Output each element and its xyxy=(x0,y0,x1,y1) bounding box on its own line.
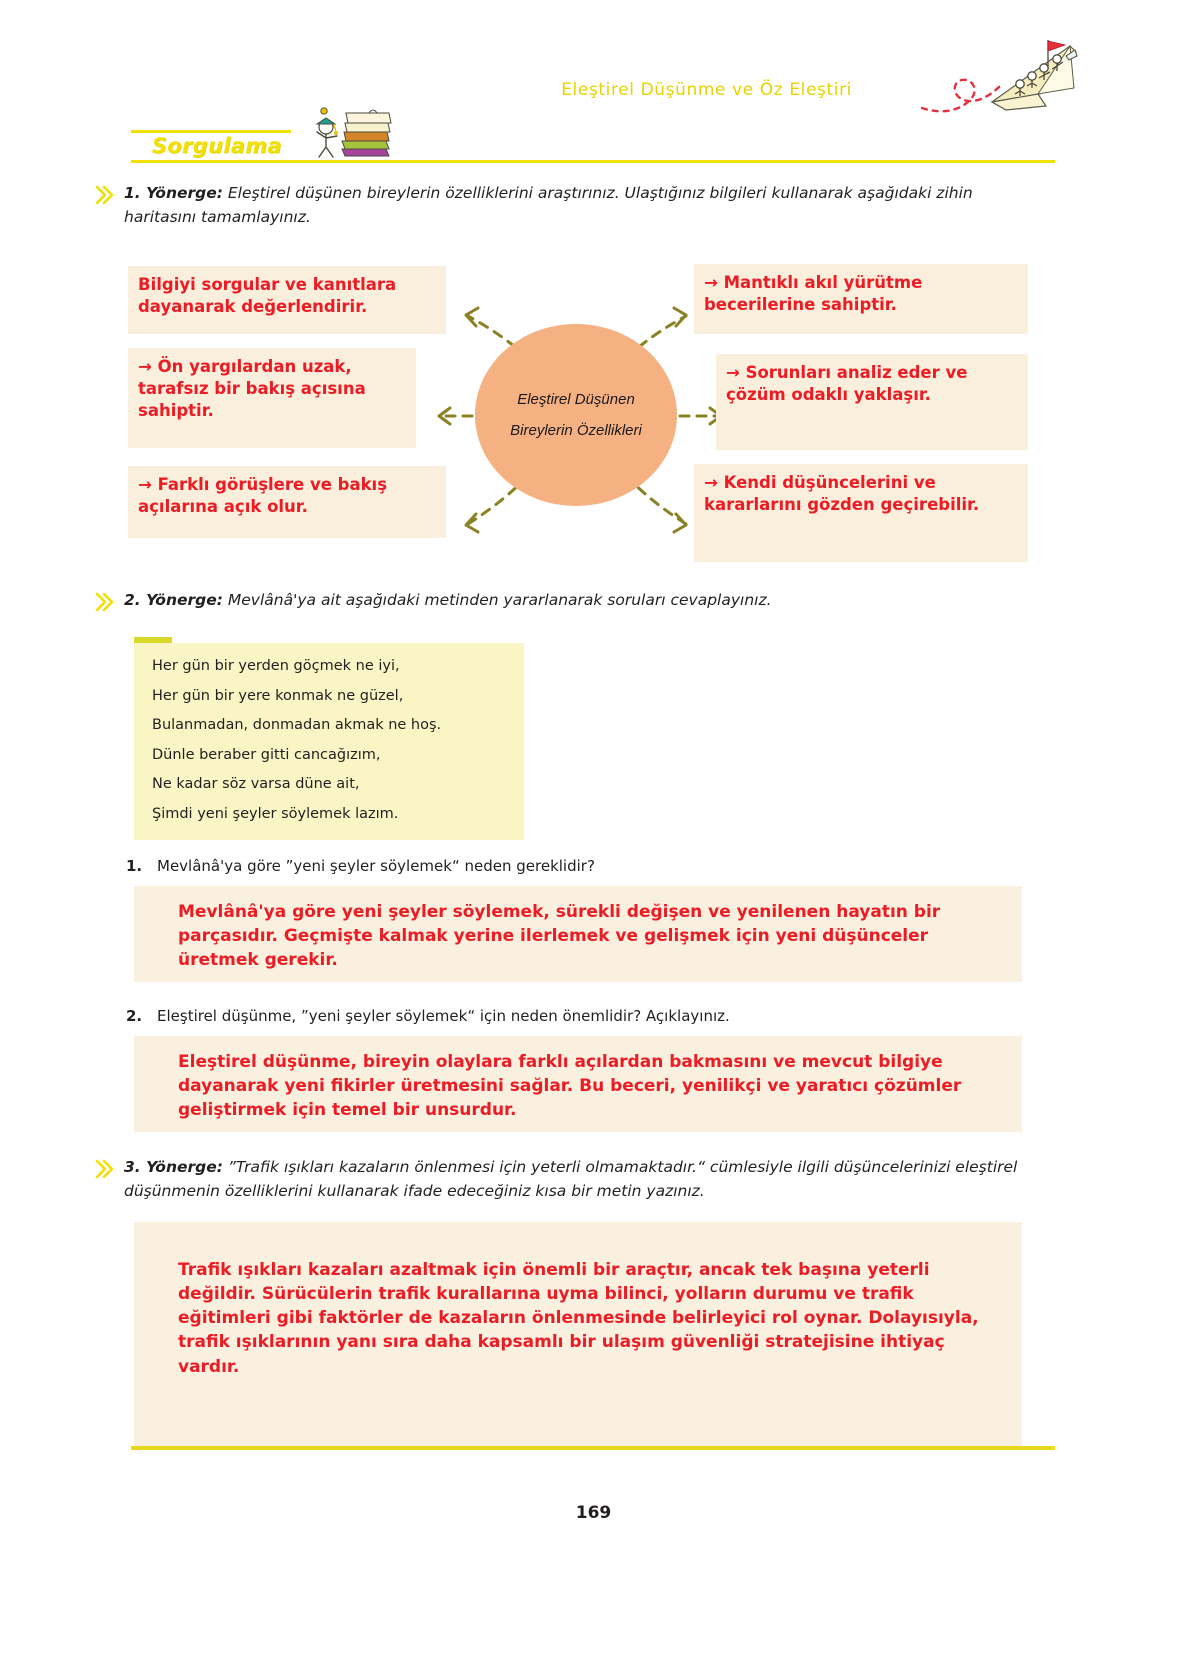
question-2-row xyxy=(126,1007,730,1025)
instruction-3-body: ”Trafik ışıkları kazaların önlenmesi için yeterli olmamaktadır.“ cümlesiyle ilgili düşüncelerinizi eleştirel düşünmenin özelliklerini kullanarak ifade edeceğiniz kısa bir metin yazınız. xyxy=(124,1158,1018,1201)
mindmap-box-right-3 xyxy=(694,464,1028,562)
instruction-3-text xyxy=(124,1155,1042,1203)
question-2-text: Eleştirel düşünme, ”yeni şeyler söylemek“ için neden önemlidir? Açıklayınız. xyxy=(157,1007,730,1025)
answer-3-text: Trafik ışıkları kazaları azaltmak için önemli bir araçtır, ancak tek başına yeterli değildir. Sürücülerin trafik kurallarına uyma bilinci, yolların durumu ve trafik eğitimleri gibi faktörler de kazaların önlenmesinde belirleyici rol oynar. Dolayısıyla, trafik ışıklarının yanı sıra daha kapsamlı bir ulaşım güvenliği stratejisine ihtiyaç vardır. xyxy=(178,1260,979,1377)
mindmap-box-left-2-text: → Ön yargılardan uzak, tarafsız bir bakış açısına sahiptir. xyxy=(138,357,366,421)
mindmap-box-right-2-text: → Sorunları analiz eder ve çözüm odaklı yaklaşır. xyxy=(726,363,968,405)
poem-box xyxy=(134,643,524,840)
page-number: 169 xyxy=(575,1503,612,1523)
poem-line: Şimdi yeni şeyler söylemek lazım. xyxy=(152,805,399,822)
question-1-row xyxy=(126,857,595,875)
page-header xyxy=(0,0,1187,170)
mindmap-box-left-1-text: Bilgiyi sorgular ve kanıtlara dayanarak değerlendirir. xyxy=(138,275,397,317)
poem-line: Ne kadar söz varsa düne ait, xyxy=(152,776,360,792)
mindmap-box-left-1 xyxy=(128,266,446,334)
section-label: Sorgulama xyxy=(152,134,283,158)
instruction-2-label: 2. Yönerge: xyxy=(124,591,223,609)
paper-airplane-with-people-icon xyxy=(920,28,1080,120)
sorgulama-top-rule xyxy=(131,130,291,133)
double-chevron-icon xyxy=(92,182,118,208)
mindmap-center-line-1: Eleştirel Düşünen xyxy=(517,391,635,408)
mindmap-box-right-1-text: → Mantıklı akıl yürütme becerilerine sahiptir. xyxy=(704,273,923,315)
poem-line: Bulanmadan, donmadan akmak ne hoş. xyxy=(152,717,442,733)
mindmap-box-left-3-text: → Farklı görüşlere ve bakış açılarına açık olur. xyxy=(138,475,388,517)
double-chevron-icon xyxy=(92,1156,118,1182)
instruction-1-label: 1. Yönerge: xyxy=(124,184,223,202)
question-1-text: Mevlânâ'ya göre ”yeni şeyler söylemek“ neden gereklidir? xyxy=(157,857,595,875)
sorgulama-bottom-rule xyxy=(131,160,1055,163)
instruction-2-text xyxy=(124,588,772,612)
answer-1-text: Mevlânâ'ya göre yeni şeyler söylemek, sürekli değişen ve yenilenen hayatın bir parçasıdır. Geçmişte kalmak yerine ilerlemek ve gelişmek için yeni düşünceler üretmek gerekir. xyxy=(178,902,941,971)
instruction-1-body: Eleştirel düşünen bireylerin özelliklerini araştırınız. Ulaştığınız bilgileri kullanarak aşağıdaki zihin haritasını tamamlayınız. xyxy=(124,184,973,227)
mindmap-box-left-3 xyxy=(128,466,446,538)
instruction-1-text xyxy=(124,181,1037,229)
mindmap-box-left-2 xyxy=(128,348,416,448)
instruction-2 xyxy=(92,588,1037,615)
footer-rule xyxy=(131,1446,1055,1450)
unit-title: Eleştirel Düşünme ve Öz Eleştiri xyxy=(561,80,852,100)
answer-box-3[interactable] xyxy=(134,1222,1022,1446)
answer-box-1[interactable] xyxy=(134,886,1022,982)
mindmap-box-right-2 xyxy=(716,354,1028,450)
instruction-3 xyxy=(92,1155,1042,1203)
instruction-3-label: 3. Yönerge: xyxy=(124,1158,223,1176)
mindmap-center-line-2: Bireylerin Özellikleri xyxy=(510,422,642,439)
question-2-number: 2. xyxy=(126,1007,143,1025)
answer-box-2[interactable] xyxy=(134,1036,1022,1132)
instruction-1 xyxy=(92,181,1037,229)
question-1-number: 1. xyxy=(126,857,143,875)
poem-line: Dünle beraber gitti cancağızım, xyxy=(152,746,381,763)
graduate-with-books-icon xyxy=(290,99,395,161)
double-chevron-icon xyxy=(92,589,118,615)
poem-line: Her gün bir yere konmak ne güzel, xyxy=(152,687,404,704)
mindmap-box-right-3-text: → Kendi düşüncelerini ve kararlarını gözden geçirebilir. xyxy=(704,473,980,515)
mindmap-box-right-1 xyxy=(694,264,1028,334)
answer-2-text: Eleştirel düşünme, bireyin olaylara farklı açılardan bakmasını ve mevcut bilgiye dayanarak yeni fikirler üretmesini sağlar. Bu beceri, yenilikçi ve yaratıcı çözümler geliştirmek için temel bir unsurdur. xyxy=(178,1052,962,1121)
instruction-2-body: Mevlânâ'ya ait aşağıdaki metinden yararlanarak soruları cevaplayınız. xyxy=(222,591,772,609)
mindmap-center-node xyxy=(475,324,677,506)
mind-map-diagram xyxy=(128,258,1028,570)
poem-line: Her gün bir yerden göçmek ne iyi, xyxy=(152,658,400,674)
